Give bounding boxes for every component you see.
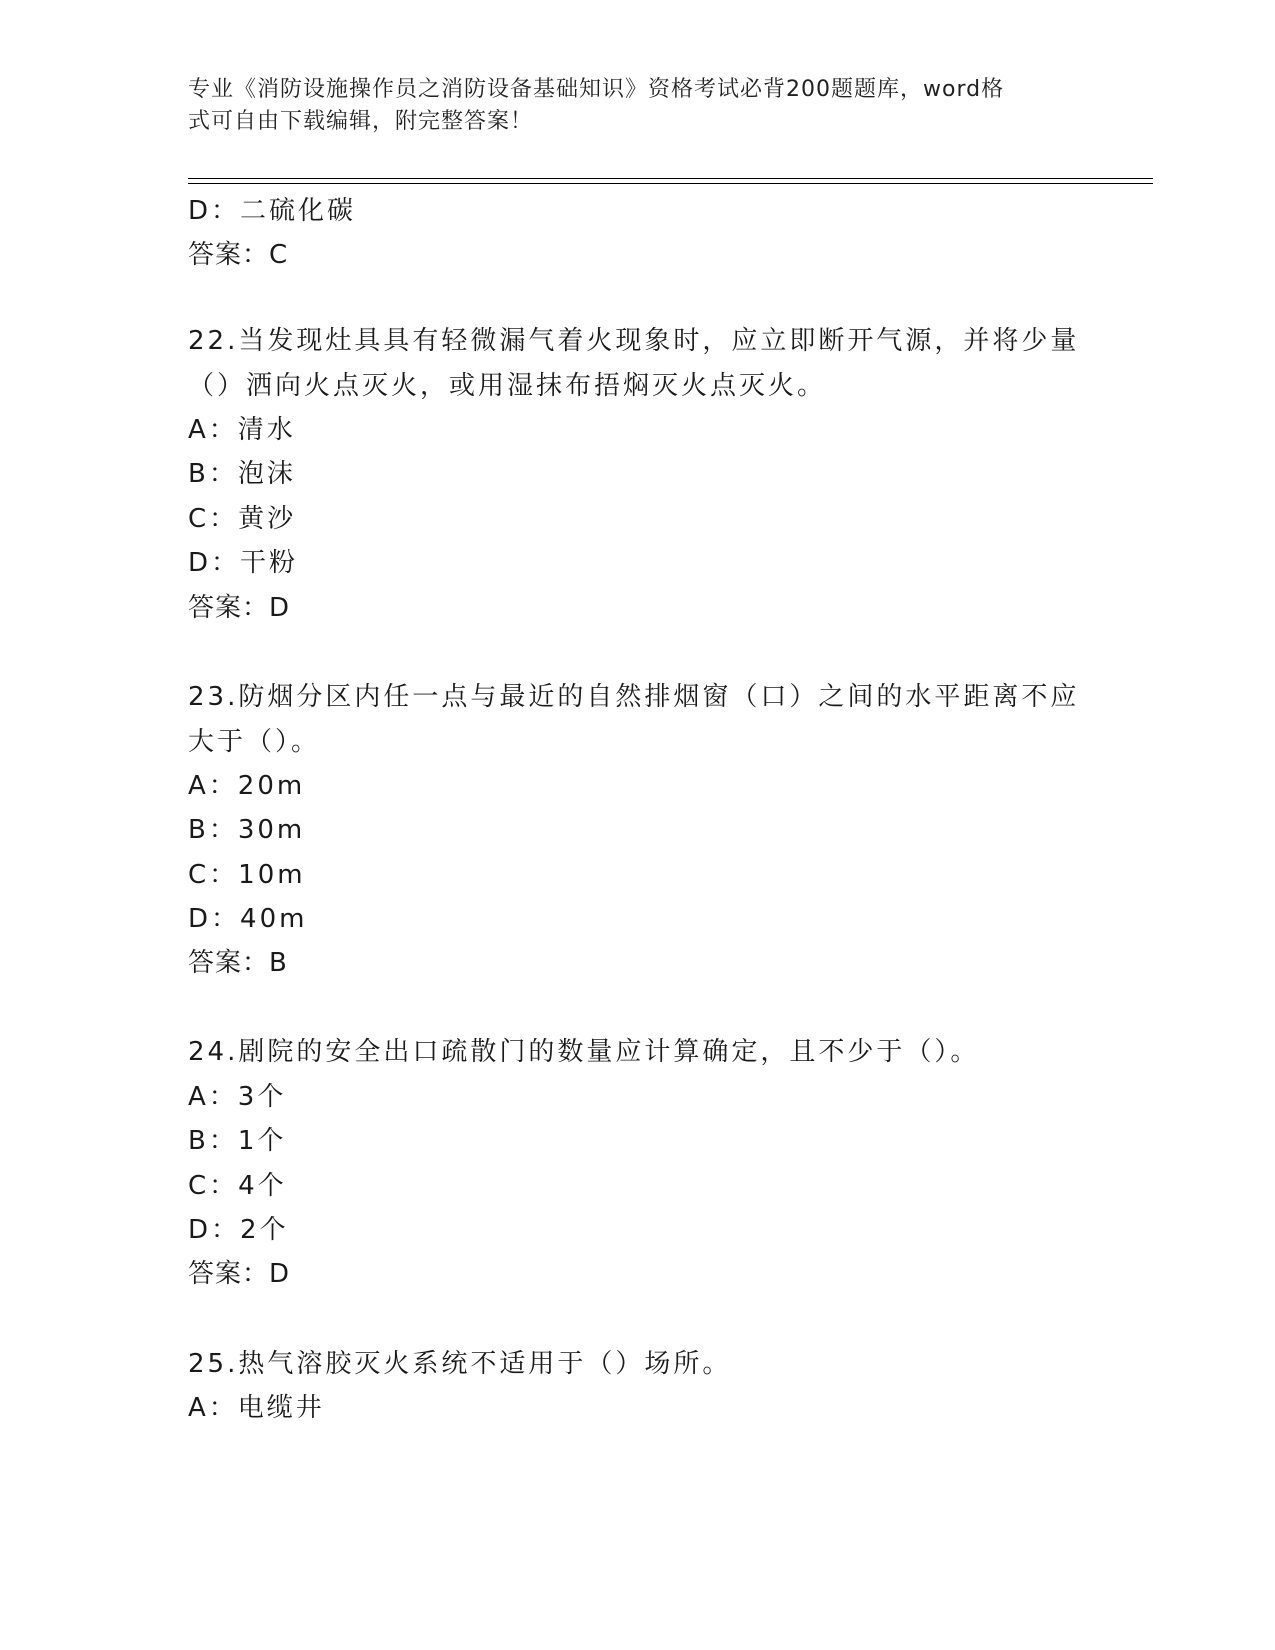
header-line-2: 式可自由下载编辑，附完整答案！ [188,109,534,134]
question-24-answer: 答案：D [188,1259,291,1289]
question-22-option-c: C：黄沙 [188,504,297,534]
question-24-option-a: A：3个 [188,1082,287,1112]
question-23-option-d: D：40m [188,904,308,934]
answer: 答案：C [188,240,289,270]
question-22-option-d: D：干粉 [188,548,299,578]
question-23-stem-line-1: 23.防烟分区内任一点与最近的自然排烟窗（口）之间的水平距离不应 [188,682,1080,712]
question-24-stem-line-1: 24.剧院的安全出口疏散门的数量应计算确定，且不少于（）。 [188,1037,980,1067]
document-header [188,74,1068,138]
question-23-option-a: A：20m [188,771,306,801]
question-23-stem-line-2: 大于（）。 [188,727,321,757]
question-23-option-b: B：30m [188,815,306,845]
header-line-1: 专业《消防设施操作员之消防设备基础知识》资格考试必背200题题库，word格 [188,77,1005,102]
question-23-answer: 答案：B [188,948,288,978]
question-24-option-d: D：2个 [188,1215,289,1245]
question-23-option-c: C：10m [188,860,306,890]
question-22-answer: 答案：D [188,593,291,623]
question-25-option-a: A：电缆井 [188,1393,325,1423]
question-24-option-c: C：4个 [188,1171,287,1201]
header-divider-bottom [188,183,1153,184]
header-divider-top [188,178,1153,179]
question-22-option-b: B：泡沫 [188,459,296,489]
option-d: D：二硫化碳 [188,196,357,226]
question-22-stem-line-2: （）洒向火点灭火，或用湿抹布捂焖灭火点灭火。 [188,371,827,401]
question-22-option-a: A：清水 [188,415,296,445]
question-24-option-b: B：1个 [188,1126,287,1156]
question-22-stem-line-1: 22.当发现灶具具有轻微漏气着火现象时，应立即断开气源，并将少量 [188,326,1080,356]
question-25-stem-line-1: 25.热气溶胶灭火系统不适用于（）场所。 [188,1349,732,1379]
